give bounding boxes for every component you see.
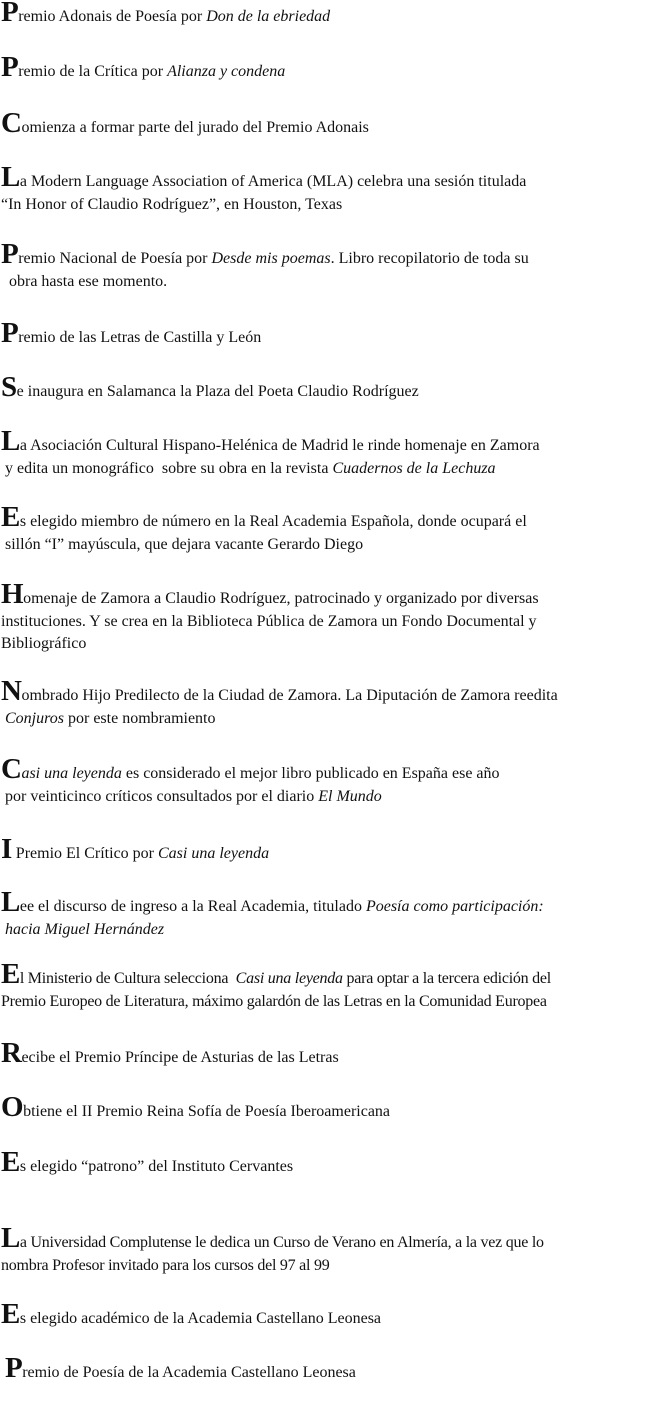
entry-line bbox=[1, 317, 669, 350]
timeline-entry bbox=[1, 161, 669, 216]
entry-line bbox=[1, 675, 669, 708]
timeline-entry bbox=[1, 886, 669, 941]
entry-text: a Universidad Complutense le dedica un Curso de Verano en Almería, a la vez que lo bbox=[19, 1234, 544, 1251]
entry-line bbox=[1, 1255, 669, 1278]
entry-line bbox=[1, 1146, 669, 1179]
initial-capital: P bbox=[5, 1352, 23, 1384]
entry-text: por veinticinco críticos consultados por el diario bbox=[1, 787, 319, 805]
italic-title-text: El Mundo bbox=[318, 787, 382, 805]
initial-capital: E bbox=[1, 1298, 20, 1330]
entry-line bbox=[1, 107, 669, 140]
entry-text: sillón “I” mayúscula, que dejara vacante Gerardo Diego bbox=[1, 535, 364, 553]
entry-text: l Ministerio de Cultura selecciona bbox=[19, 970, 236, 987]
entry-text: por este nombramiento bbox=[63, 709, 216, 727]
initial-capital: E bbox=[1, 501, 20, 533]
entry-line bbox=[1, 371, 669, 404]
entry-text: ombrado Hijo Predilecto de la Ciudad de Zamora. La Diputación de Zamora reedita bbox=[21, 687, 558, 704]
entry-text: a Asociación Cultural Hispano-Helénica de Madrid le rinde homenaje en Zamora bbox=[19, 437, 540, 454]
entry-text: nombra Profesor invitado para los cursos del 97 al 99 bbox=[1, 1256, 330, 1274]
timeline-entry bbox=[1, 107, 669, 140]
italic-title-text: Don de la ebriedad bbox=[206, 8, 331, 25]
timeline-entry bbox=[1, 833, 669, 866]
initial-capital: P bbox=[1, 51, 19, 83]
timeline-entry bbox=[1, 675, 669, 730]
entry-text: e inaugura en Salamanca la Plaza del Poeta Claudio Rodríguez bbox=[16, 383, 419, 400]
timeline-entry bbox=[1, 753, 669, 808]
timeline-entry bbox=[1, 578, 669, 656]
italic-title-text: Poesía como participación: bbox=[365, 898, 544, 915]
italic-title-text: hacia Miguel Hernández bbox=[1, 920, 165, 938]
initial-capital: H bbox=[1, 578, 24, 610]
entry-line bbox=[1, 161, 669, 194]
initial-capital: I bbox=[1, 833, 12, 865]
entry-text: remio Adonais de Poesía por bbox=[18, 8, 207, 25]
timeline-entry bbox=[1, 501, 669, 556]
entry-line bbox=[1, 458, 669, 481]
entry-text: s elegido “patrono” del Instituto Cervantes bbox=[19, 1158, 294, 1175]
timeline-entry bbox=[1, 425, 669, 480]
entry-text: s elegido miembro de número en la Real Academia Española, donde ocupará el bbox=[19, 513, 527, 530]
entry-line bbox=[1, 534, 669, 557]
timeline-entry bbox=[1, 1037, 669, 1070]
initial-capital: E bbox=[1, 1146, 20, 1178]
italic-title-text: Casi una leyenda bbox=[235, 970, 343, 987]
initial-capital: C bbox=[1, 107, 22, 139]
entry-line bbox=[1, 194, 669, 217]
entry-text: Premio Europeo de Literatura, máximo galardón de las Letras en la Comunidad Europea bbox=[1, 992, 547, 1010]
entry-line bbox=[1, 886, 669, 919]
entry-line bbox=[1, 833, 669, 866]
entry-text: y edita un monográfico sobre su obra en la revista bbox=[1, 459, 333, 477]
entry-line bbox=[1, 501, 669, 534]
entry-line bbox=[1, 753, 669, 786]
entry-line bbox=[1, 51, 669, 84]
entry-text: remio de Poesía de la Academia Castellano Leonesa bbox=[22, 1364, 356, 1381]
entry-line bbox=[1, 1298, 669, 1331]
italic-title-text: Alianza y condena bbox=[167, 63, 286, 80]
timeline-entry bbox=[1, 1091, 669, 1124]
initial-capital: S bbox=[1, 371, 17, 403]
initial-capital: C bbox=[1, 753, 22, 785]
entry-line bbox=[1, 611, 669, 634]
timeline-entry bbox=[1, 1222, 669, 1277]
entry-line bbox=[1, 1352, 669, 1385]
entry-text: omenaje de Zamora a Claudio Rodríguez, patrocinado y organizado por diversas bbox=[23, 590, 539, 607]
entry-text: “In Honor of Claudio Rodríguez”, en Houston, Texas bbox=[1, 195, 343, 213]
entry-text: es considerado el mejor libro publicado en España ese año bbox=[121, 765, 500, 782]
entry-line bbox=[1, 1222, 669, 1255]
entry-text: s elegido académico de la Academia Castellano Leonesa bbox=[19, 1310, 382, 1327]
entry-text: Bibliográfico bbox=[1, 635, 87, 652]
entry-line bbox=[1, 271, 669, 294]
entry-text: ecibe el Premio Príncipe de Asturias de las Letras bbox=[21, 1049, 339, 1066]
timeline-entry bbox=[1, 1298, 669, 1331]
timeline-entry bbox=[1, 238, 669, 293]
entry-line bbox=[1, 578, 669, 611]
entry-text: remio de la Crítica por bbox=[18, 63, 168, 80]
timeline-entry bbox=[1, 0, 669, 29]
entry-text: ee el discurso de ingreso a la Real Academia, titulado bbox=[19, 898, 366, 915]
initial-capital: O bbox=[1, 1091, 24, 1123]
italic-title-text: Casi una leyenda bbox=[158, 845, 270, 862]
entry-text: remio Nacional de Poesía por bbox=[18, 250, 212, 267]
italic-title-text: Cuadernos de la Lechuza bbox=[332, 459, 496, 477]
initial-capital: L bbox=[1, 886, 20, 918]
initial-capital: P bbox=[1, 238, 19, 270]
entry-line bbox=[1, 919, 669, 942]
entry-text: remio de las Letras de Castilla y León bbox=[18, 329, 262, 346]
initial-capital: L bbox=[1, 161, 20, 193]
entry-text: instituciones. Y se crea en la Biblioteca Pública de Zamora un Fondo Documental y bbox=[1, 612, 537, 630]
entry-text: Premio El Crítico por bbox=[11, 845, 158, 862]
entry-text: para optar a la tercera edición del bbox=[342, 970, 551, 987]
entry-line bbox=[1, 708, 669, 731]
entry-text: omienza a formar parte del jurado del Premio Adonais bbox=[21, 119, 369, 136]
entry-line bbox=[1, 1091, 669, 1124]
timeline-entry bbox=[1, 317, 669, 350]
entry-text: . Libro recopilatorio de toda su bbox=[330, 250, 529, 267]
italic-title-text: Desde mis poemas bbox=[211, 250, 331, 267]
timeline-entry bbox=[1, 51, 669, 84]
initial-capital: P bbox=[1, 317, 19, 349]
entry-text: a Modern Language Association of America (MLA) celebra una sesión titulada bbox=[19, 173, 527, 190]
entry-text: btiene el II Premio Reina Sofía de Poesía Iberoamericana bbox=[23, 1103, 391, 1120]
italic-title-text: Conjuros bbox=[5, 709, 64, 727]
timeline-entry bbox=[1, 1352, 669, 1385]
italic-title-text: asi una leyenda bbox=[21, 765, 122, 782]
entry-line bbox=[1, 991, 669, 1014]
initial-capital: L bbox=[1, 1222, 20, 1254]
timeline-entry bbox=[1, 1146, 669, 1179]
entry-line bbox=[1, 786, 669, 809]
initial-capital: E bbox=[1, 958, 20, 990]
timeline-entry bbox=[1, 958, 669, 1013]
entry-text: obra hasta ese momento. bbox=[1, 272, 168, 290]
entry-line bbox=[1, 0, 669, 29]
initial-capital: N bbox=[1, 675, 22, 707]
initial-capital: P bbox=[1, 0, 19, 28]
entry-line bbox=[1, 958, 669, 991]
timeline-entry bbox=[1, 371, 669, 404]
entry-line bbox=[1, 238, 669, 271]
initial-capital: R bbox=[1, 1037, 22, 1069]
entry-line bbox=[1, 425, 669, 458]
entry-line bbox=[1, 1037, 669, 1070]
entry-line bbox=[1, 633, 669, 656]
initial-capital: L bbox=[1, 425, 20, 457]
